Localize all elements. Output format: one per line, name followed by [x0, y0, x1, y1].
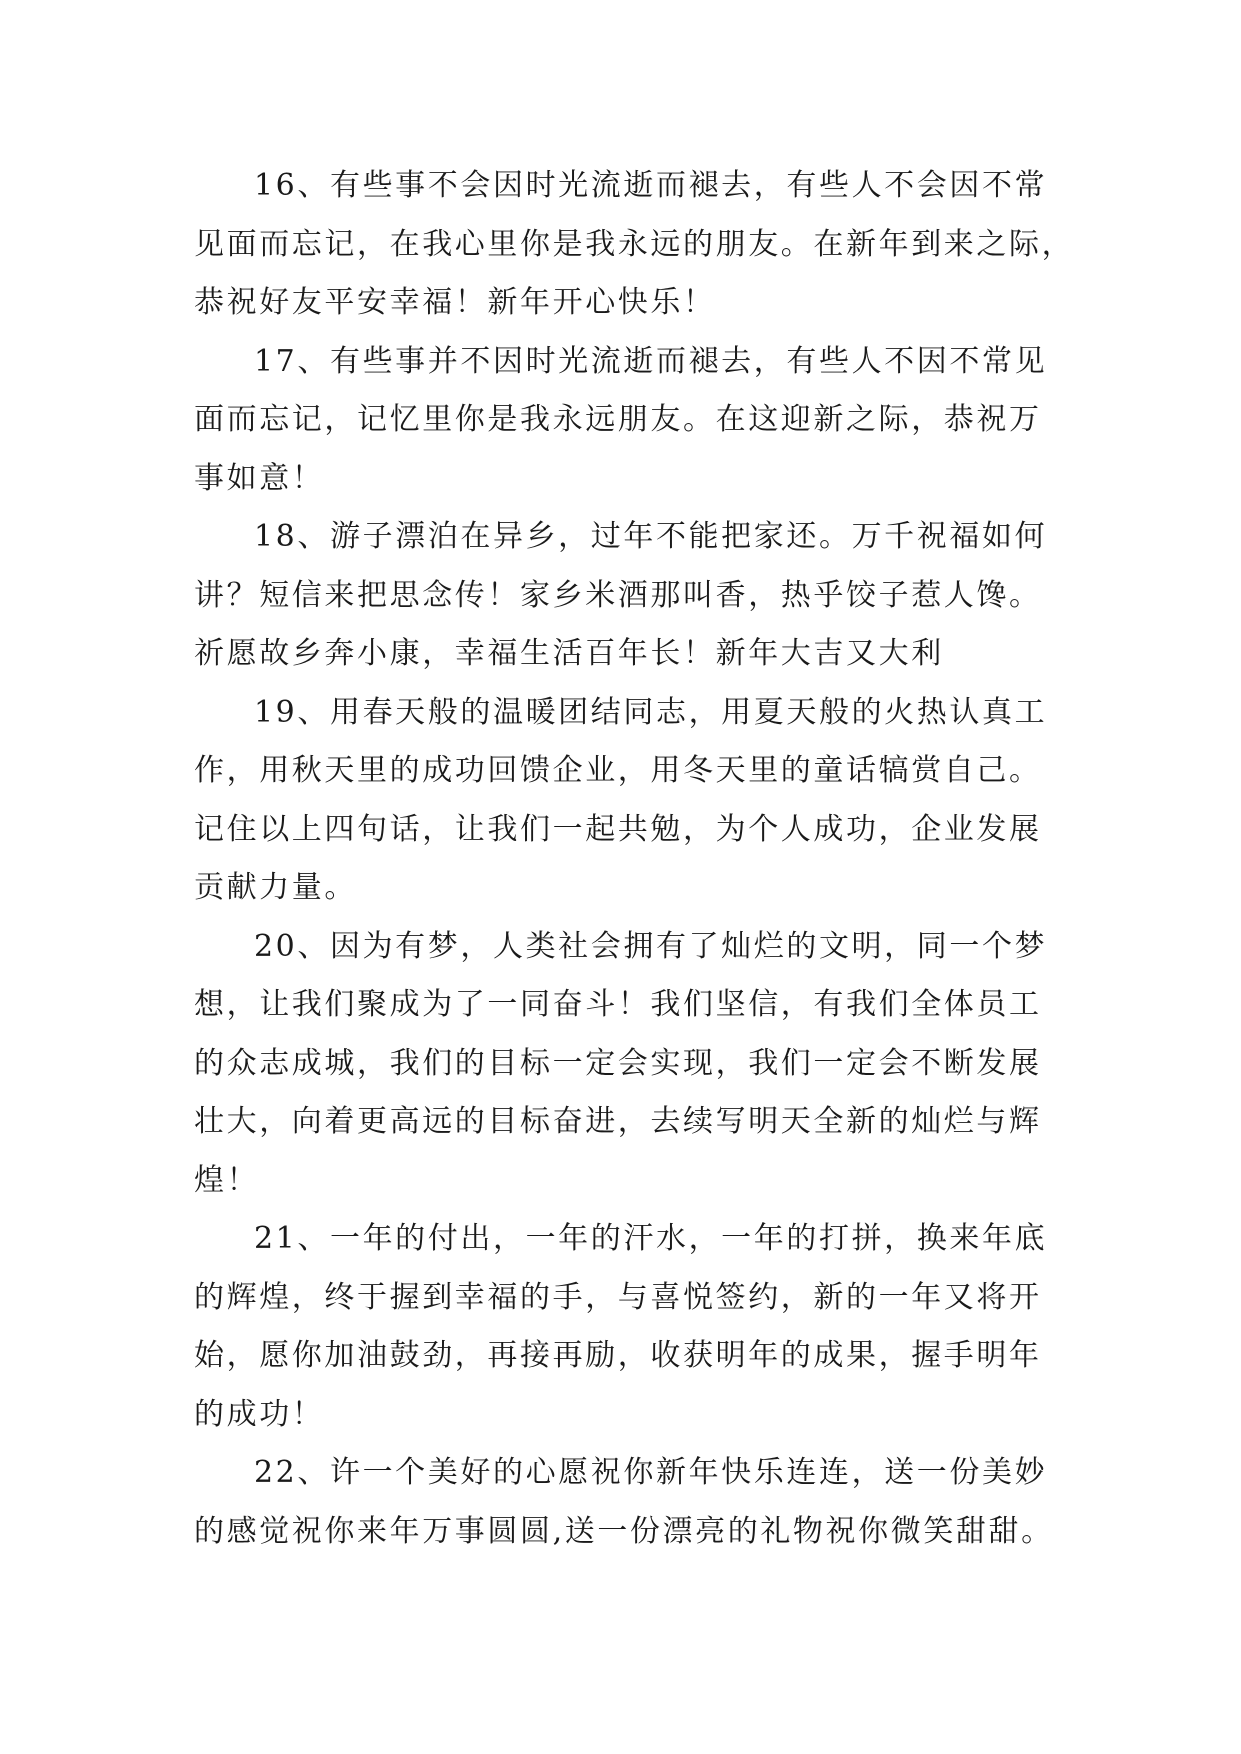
paragraph-line: 面而忘记，记忆里你是我永远朋友。在这迎新之际，恭祝万	[194, 402, 1042, 437]
paragraph-line: 贡献力量。	[194, 870, 357, 905]
paragraph-line: 的众志成城，我们的目标一定会实现，我们一定会不断发展	[194, 1045, 1042, 1081]
paragraph-19	[194, 684, 1056, 918]
paragraph-line: 恭祝好友平安幸福！新年开心快乐！	[194, 285, 716, 320]
paragraph-line: 的成功！	[194, 1396, 325, 1432]
paragraph-line: 记住以上四句话，让我们一起共勉，为个人成功，企业发展	[194, 811, 1042, 847]
document-body	[194, 157, 1075, 1561]
paragraph-22	[194, 1444, 1056, 1561]
paragraph-line: 想，让我们聚成为了一同奋斗！我们坚信，有我们全体员工	[194, 987, 1042, 1022]
paragraph-line: 18、游子漂泊在异乡，过年不能把家还。万千祝福如何	[254, 519, 1048, 554]
paragraph-line: 20、因为有梦，人类社会拥有了灿烂的文明，同一个梦	[254, 928, 1048, 964]
paragraph-line: 煌！	[194, 1162, 260, 1198]
paragraph-line: 19、用春天般的温暖团结同志，用夏天般的火热认真工	[254, 694, 1048, 730]
paragraph-line: 祈愿故乡奔小康，幸福生活百年长！新年大吉又大利	[194, 636, 944, 671]
paragraph-21	[194, 1210, 1056, 1444]
paragraph-line: 的辉煌，终于握到幸福的手，与喜悦签约，新的一年又将开	[194, 1279, 1042, 1315]
paragraph-18	[194, 508, 1056, 684]
paragraph-line: 的感觉祝你来年万事圆圆,送一份漂亮的礼物祝你微笑甜甜。	[194, 1513, 1054, 1549]
paragraph-line: 事如意！	[194, 460, 325, 496]
paragraph-line: 壮大，向着更高远的目标奋进，去续写明天全新的灿烂与辉	[194, 1104, 1042, 1139]
paragraph-line: 21、一年的付出，一年的汗水，一年的打拼，换来年底	[254, 1221, 1048, 1256]
paragraph-20	[194, 918, 1056, 1211]
paragraph-line: 作，用秋天里的成功回馈企业，用冬天里的童话犒赏自己。	[194, 753, 1042, 788]
paragraph-17	[194, 333, 1056, 509]
paragraph-line: 讲？短信来把思念传！家乡米酒那叫香，热乎饺子惹人馋。	[194, 577, 1042, 613]
paragraph-line: 16、有些事不会因时光流逝而褪去，有些人不会因不常	[254, 168, 1048, 203]
paragraph-line: 22、许一个美好的心愿祝你新年快乐连连，送一份美妙	[254, 1455, 1048, 1490]
paragraph-16	[194, 157, 1075, 333]
paragraph-line: 始，愿你加油鼓劲，再接再励，收获明年的成果，握手明年	[194, 1338, 1042, 1373]
paragraph-line: 17、有些事并不因时光流逝而褪去，有些人不因不常见	[254, 343, 1048, 379]
paragraph-line: 见面而忘记，在我心里你是我永远的朋友。在新年到来之际，	[194, 226, 1075, 262]
